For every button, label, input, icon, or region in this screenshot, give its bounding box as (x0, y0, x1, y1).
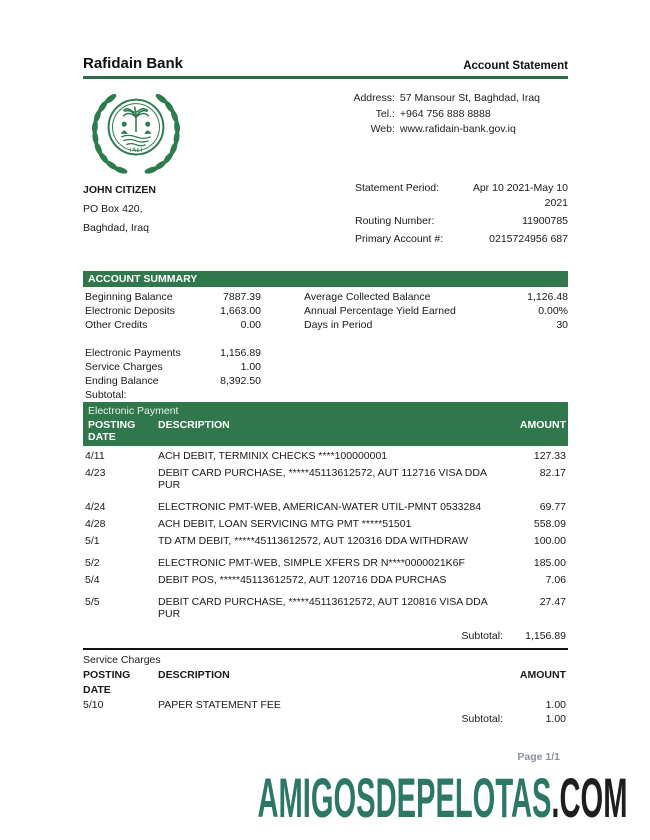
column-header-description: DESCRIPTION (158, 669, 230, 681)
summary-right-column (304, 290, 568, 402)
customer-address-block (83, 181, 156, 246)
contact-value: 57 Mansour St, Baghdad, Iraq (399, 92, 540, 104)
cell-posting-date: 5/5 (85, 596, 100, 608)
section-divider (83, 648, 568, 650)
column-header-posting-date: POSTING DATE (88, 419, 136, 443)
customer-name: JOHN CITIZEN (83, 184, 156, 196)
electronic-payment-subtotal (83, 630, 568, 642)
summary-subtotal-row (85, 388, 261, 402)
summary-label: Average Collected Balance (304, 291, 431, 303)
table-row (83, 467, 568, 491)
cell-posting-date: 5/10 (83, 699, 104, 711)
cell-posting-date: 5/4 (85, 574, 100, 586)
logo-year-text: ١٩٤١ (128, 147, 144, 155)
cell-amount: 1.00 (545, 699, 566, 711)
summary-value: 7887.39 (223, 291, 261, 303)
statement-info-label: Primary Account #: (355, 232, 444, 245)
statement-info-label: Routing Number: (355, 214, 435, 227)
table-row (83, 574, 568, 586)
document-title: Account Statement (463, 60, 568, 72)
statement-info-value: Apr 10 2021-May 10 2021 (472, 182, 568, 209)
cell-amount: 7.06 (545, 574, 566, 586)
summary-label: Beginning Balance (85, 291, 173, 303)
cell-posting-date: 4/24 (85, 501, 106, 513)
subtotal-label: Subtotal: (461, 713, 503, 725)
electronic-payment-header-band (83, 402, 568, 446)
brand-row (83, 86, 568, 176)
account-summary-header: ACCOUNT SUMMARY (83, 271, 568, 287)
summary-value: 1,126.48 (527, 291, 568, 303)
summary-label: Service Charges (85, 361, 163, 373)
page-number: Page 1/1 (517, 751, 560, 763)
summary-label: Subtotal: (85, 389, 127, 401)
service-charges-column-headers (83, 668, 568, 698)
summary-row (85, 374, 261, 388)
contact-value: +964 756 888 8888 (399, 107, 491, 120)
cell-posting-date: 4/11 (85, 450, 105, 462)
table-row (83, 535, 568, 547)
column-header-description: DESCRIPTION (158, 419, 230, 431)
table-row (83, 501, 568, 513)
table-row (83, 557, 568, 569)
cell-posting-date: 4/23 (85, 467, 106, 479)
contact-label: Address: (353, 92, 395, 104)
subtotal-value: 1.00 (545, 713, 566, 725)
summary-row (85, 346, 261, 360)
cell-description: ELECTRONIC PMT-WEB, AMERICAN-WATER UTIL-PMNT 0533284 (158, 501, 482, 513)
cell-amount: 100.00 (533, 535, 566, 547)
statement-info-value: 11900785 (522, 214, 568, 227)
summary-label: Ending Balance (85, 375, 159, 387)
summary-row (304, 290, 568, 304)
summary-label: Other Credits (85, 319, 148, 331)
summary-value: 8,392.50 (220, 375, 261, 387)
cell-description: DEBIT CARD PURCHASE, *****45113612572, AUT 120816 VISA DDA PUR (158, 596, 488, 620)
electronic-payment-column-headers (83, 419, 568, 443)
bank-contact-block (353, 91, 540, 137)
cell-description: ACH DEBIT, TERMINIX CHECKS ****100000001 (158, 450, 388, 462)
electronic-payment-rows (83, 450, 568, 620)
cell-amount: 185.00 (533, 557, 566, 569)
table-row (83, 450, 568, 462)
summary-label: Electronic Payments (85, 347, 181, 359)
summary-value: 1,156.89 (220, 347, 261, 359)
column-header-amount: AMOUNT (519, 419, 566, 431)
cell-description: ELECTRONIC PMT-WEB, SIMPLE XFERS DR N****0000021K6F (158, 557, 465, 569)
statement-info-block (355, 181, 568, 246)
summary-row (304, 318, 568, 332)
cell-amount: 82.17 (539, 467, 566, 479)
customer-address-line: Baghdad, Iraq (83, 222, 149, 234)
contact-label: Web: (370, 123, 395, 135)
summary-label: Electronic Deposits (85, 305, 175, 317)
column-header-posting-date: POSTING DATE (83, 669, 131, 696)
summary-value: 30 (556, 319, 568, 331)
statement-info-label: Statement Period: (355, 182, 440, 194)
account-summary-body (83, 290, 568, 402)
cell-amount: 27.47 (539, 596, 566, 608)
summary-left-column (83, 290, 261, 402)
summary-label: Days in Period (304, 319, 373, 331)
cell-amount: 127.33 (533, 450, 566, 462)
summary-row (85, 360, 261, 374)
summary-row (85, 304, 261, 318)
cell-description: PAPER STATEMENT FEE (158, 699, 281, 711)
column-header-amount: AMOUNT (519, 669, 566, 681)
cell-description: DEBIT POS, *****45113612572, AUT 120716 DDA PURCHAS (158, 574, 447, 586)
watermark-suffix-text: .COM (550, 766, 627, 829)
summary-row (85, 318, 261, 332)
watermark-logo (257, 766, 627, 829)
summary-row (85, 290, 261, 304)
electronic-payment-section-title: Electronic Payment (88, 405, 179, 417)
bank-name: Rafidain Bank (83, 55, 184, 72)
watermark-main-text: AMIGOSDEPELOTAS (257, 766, 551, 829)
contact-value: www.rafidain-bank.gov.iq (399, 123, 516, 135)
table-row (83, 596, 568, 620)
cell-amount: 558.09 (533, 518, 566, 530)
cell-description: ACH DEBIT, LOAN SERVICING MTG PMT *****51501 (158, 518, 412, 530)
subtotal-label: Subtotal: (461, 630, 503, 642)
summary-label: Annual Percentage Yield Earned (304, 305, 456, 317)
summary-value: 0.00% (538, 305, 568, 317)
summary-value: 1,663.00 (220, 305, 261, 317)
rafidain-bank-logo-icon (83, 86, 189, 176)
summary-value: 1.00 (240, 361, 261, 373)
statement-info-value: 0215724956 687 (489, 232, 568, 245)
statement-content (83, 0, 568, 763)
summary-value: 0.00 (240, 319, 261, 331)
summary-row (304, 304, 568, 318)
summary-spacer (85, 332, 261, 346)
subtotal-value: 1,156.89 (525, 630, 566, 642)
cell-amount: 69.77 (539, 501, 566, 513)
cell-description: DEBIT CARD PURCHASE, *****45113612572, AUT 112716 VISA DDA PUR (158, 467, 487, 491)
cell-posting-date: 5/2 (85, 557, 100, 569)
table-row (83, 698, 568, 713)
table-row (83, 518, 568, 530)
customer-row (83, 181, 568, 246)
cell-posting-date: 5/1 (85, 535, 100, 547)
statement-header (83, 55, 568, 79)
contact-label: Tel.: (375, 107, 395, 120)
customer-address-line: PO Box 420, (83, 203, 143, 215)
service-charges-section-title: Service Charges (83, 654, 161, 666)
cell-posting-date: 4/28 (85, 518, 106, 530)
service-charges-subtotal (83, 713, 568, 725)
cell-description: TD ATM DEBIT, *****45113612572, AUT 120316 DDA WITHDRAW (158, 535, 469, 547)
